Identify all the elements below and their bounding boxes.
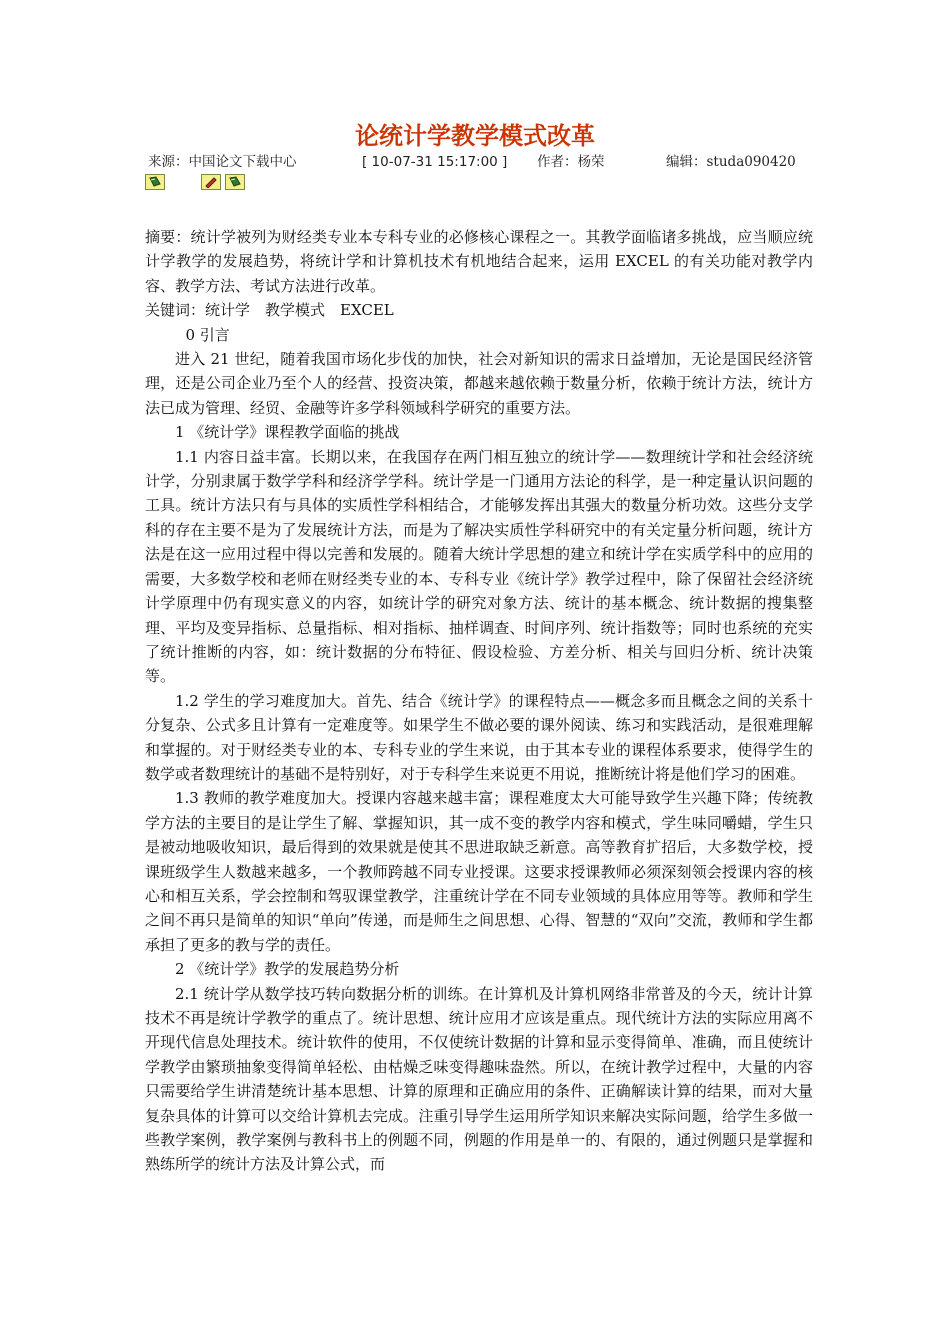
section-heading-0: 0 引言	[185, 325, 230, 344]
article-title: 论统计学教学模式改革	[355, 122, 595, 150]
book-icon[interactable]	[145, 174, 165, 190]
paragraph: 进入 21 世纪，随着我国市场化步伐的加快，社会对新知识的需求日益增加，无论是国民经济管理，还是公司企业乃至个人的经营、投资决策，都越来越依赖于数量分析，依赖于统计方法，统计方法已成为管理、经贸、金融等许多学科领域科学研究的重要方法。	[145, 350, 813, 417]
keywords: 关键词：统计学 教学模式 EXCEL	[145, 301, 394, 320]
meta-editor: 编辑：studa090420	[666, 154, 796, 170]
meta-source: 来源：中国论文下载中心	[148, 154, 297, 170]
pencil-icon[interactable]	[201, 174, 221, 190]
paragraph: 1.2 学生的学习难度加大。首先、结合《统计学》的课程特点——概念多而且概念之间的关系十分复杂、公式多且计算有一定难度等。如果学生不做必要的课外阅读、练习和实践活动，是很难理解和掌握的。对于财经类专业的本、专科专业的学生来说，由于其本专业的课程体系要求，使得学生的数学或者数理统计的基础不是特别好，对于专科学生来说更不用说，推断统计将是他们学习的困难。	[145, 691, 813, 783]
book-icon-2[interactable]	[225, 174, 245, 190]
paragraph: 2.1 统计学从数学技巧转向数据分析的训练。在计算机及计算机网络非常普及的今天，统计计算技术不再是统计学教学的重点了。统计思想、统计应用才应该是重点。现代统计方法的实际应用离不开现代信息处理技术。统计软件的使用，不仅使统计数据的计算和显示变得简单、准确，而且使统计学教学由繁琐抽象变得简单轻松、由枯燥乏味变得趣味盎然。所以，在统计教学过程中，大量的内容只需要给学生讲清楚统计基本思想、计算的原理和正确应用的条件、正确解读计算的结果，而对大量复杂具体的计算可以交给计算机去完成。注重引导学生运用所学知识来解决实际问题，给学生多做一些教学案例，教学案例与教科书上的例题不同，例题的作用是单一的、有限的，通过例题只是掌握和熟练所学的统计方法及计算公式，而	[145, 984, 813, 1174]
paragraph: 1.3 教师的教学难度加大。授课内容越来越丰富；课程难度太大可能导致学生兴趣下降；传统教学方法的主要目的是让学生了解、掌握知识，其一成不变的教学内容和模式，学生味同嚼蜡，学生只是被动地吸收知识，最后得到的效果就是使其不思进取缺乏新意。高等教育扩招后，大多数学校，授课班级学生人数越来越多，一个教师跨越不同专业授课。这要求授课教师必须深刻领会授课内容的核心和相互关系，学会控制和驾驭课堂教学，注重统计学在不同专业领域的具体应用等等。教师和学生之间不再只是简单的知识“单向”传递，而是师生之间思想、心得、智慧的“双向”交流，教师和学生都承担了更多的教与学的责任。	[145, 789, 813, 954]
abstract: 摘要：统计学被列为财经类专业本专科专业的必修核心课程之一。其教学面临诸多挑战，应当顺应统计学教学的发展趋势，将统计学和计算机技术有机地结合起来，运用 EXCEL 的有关功能对教学内容、教学方法、考试方法进行改革。	[145, 228, 813, 295]
toolbar-icons	[145, 174, 345, 192]
meta-author: 作者：杨荣	[537, 154, 605, 170]
meta-datetime: [ 10-07-31 15:17:00 ]	[362, 154, 508, 170]
section-heading-2: 2 《统计学》教学的发展趋势分析	[175, 960, 400, 979]
article-meta	[0, 152, 950, 172]
article-body	[145, 225, 813, 1177]
paragraph: 1.1 内容日益丰富。长期以来，在我国存在两门相互独立的统计学——数理统计学和社会经济统计学，分别隶属于数学学科和经济学学科。统计学是一门通用方法论的科学，是一种定量认识问题的工具。统计方法只有与具体的实质性学科相结合，才能够发挥出其强大的数量分析功效。这些分支学科的存在主要不是为了发展统计方法，而是为了解决实质性学科研究中的有关定量分析问题，统计方法是在这一应用过程中得以完善和发展的。随着大统计学思想的建立和统计学在实质学科中的应用的需要，大多数学校和老师在财经类专业的本、专科专业《统计学》教学过程中，除了保留社会经济统计学原理中仍有现实意义的内容，如统计学的研究对象方法、统计的基本概念、统计数据的搜集整理、平均及变异指标、总量指标、相对指标、抽样调查、时间序列、统计指数等；同时也系统的充实了统计推断的内容，如：统计数据的分布特征、假设检验、方差分析、相关与回归分析、统计决策等。	[145, 447, 813, 686]
section-heading-1: 1 《统计学》课程教学面临的挑战	[175, 423, 400, 442]
